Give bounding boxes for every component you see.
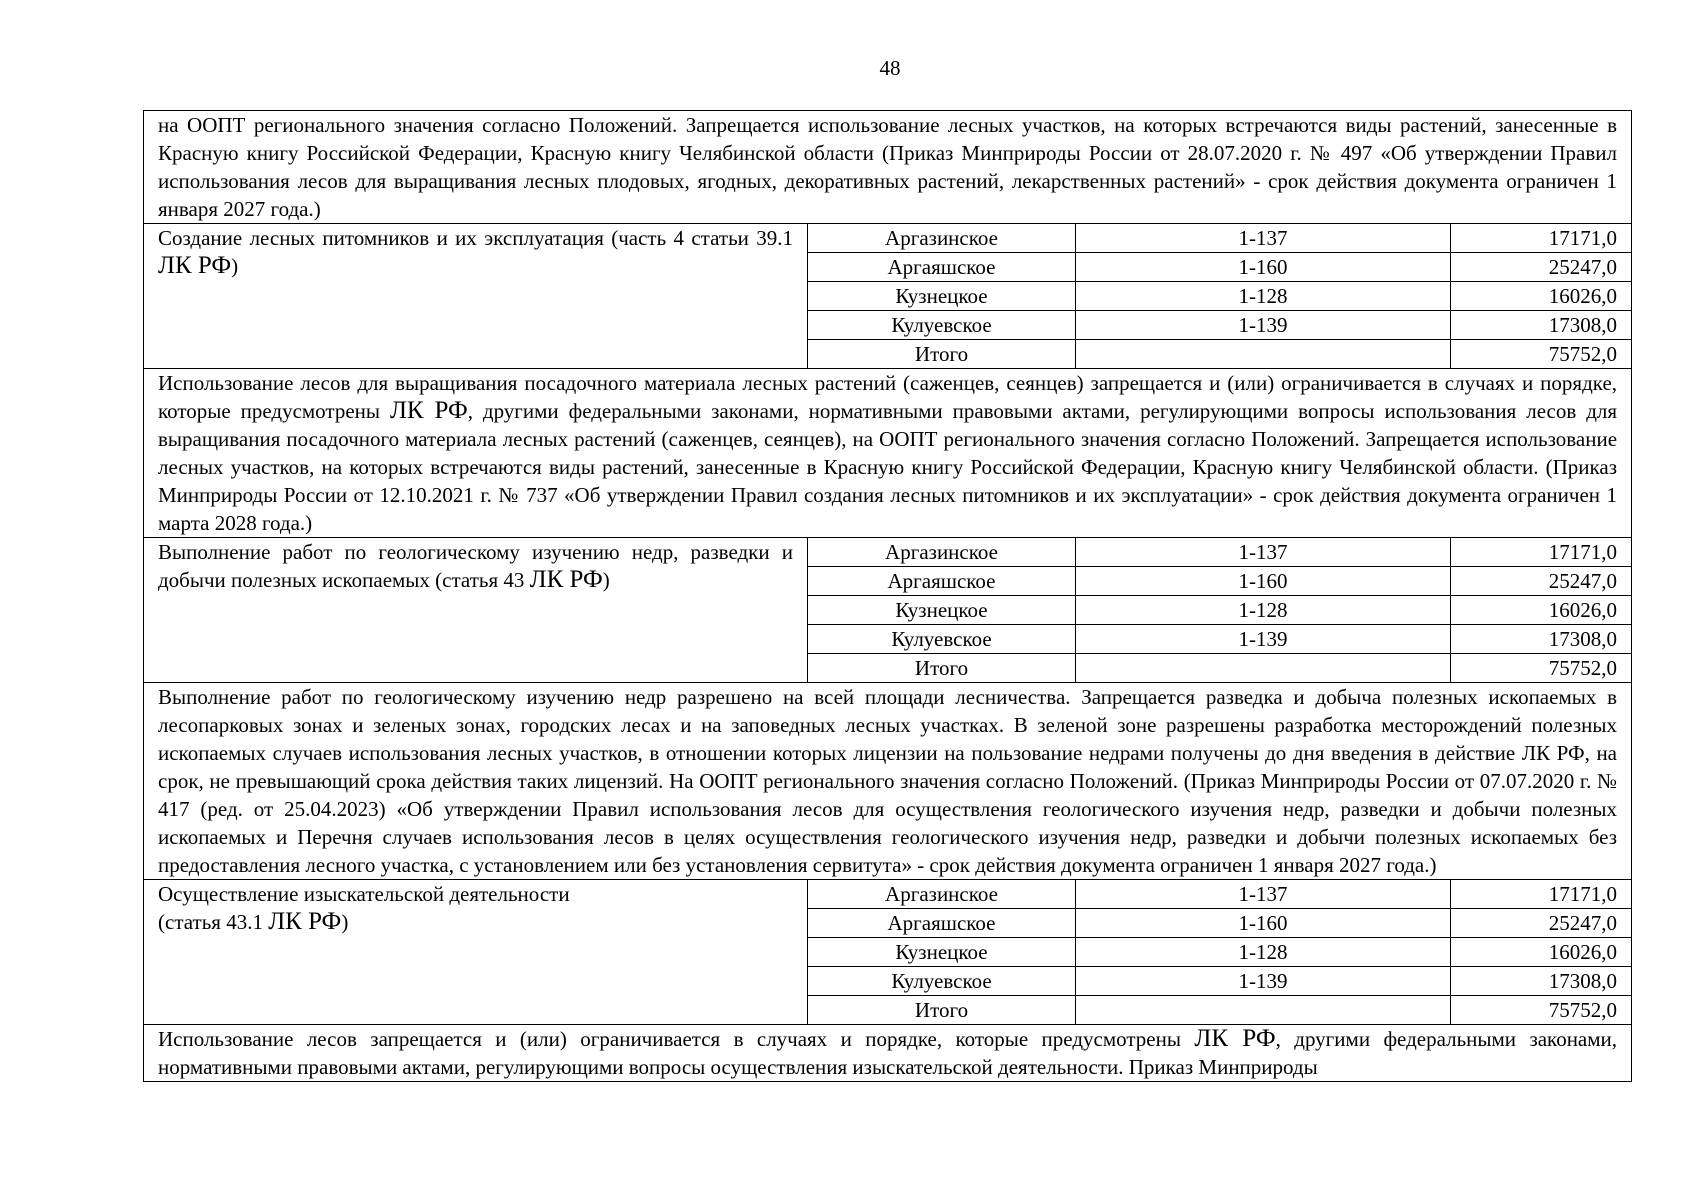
note-text: на ООПТ регионального значения согласно Положений. Запрещается использование лесных участков, на которых встречаются виды растений, занесенные в Красную книгу Российской Федерации, Красную книгу Челябинской области (Приказ Минприроды России от 28.07.2020 г. № 497 «Об утверждении Правил использования лесов для выращивания лесных плодовых, ягодных, декоративных растений, лекарственных растений» - срок действия документа ограничен 1 января 2027 года.) [144,111,1632,224]
use-type-text-article: (статья 43.1 [158,910,269,934]
note-text: Выполнение работ по геологическому изучению недр разрешено на всей площади лесничества. Запрещается разведка и добыча полезных ископаемых в лесопарковых зонах и зеленых зонах, городских лесах и на заповедных лесных участках. В зеленой зоне разрешены разработка месторождений полезных ископаемых случаев использования лесных участков, в отношении которых лицензии на пользование недрами получены до дня введения в действие ЛК РФ, на срок, не превышающий срока действия таких лицензий. На ООПТ регионального значения согласно Положений. (Приказ Минприроды России от 07.07.2020 г. № 417 (ред. от 25.04.2023) «Об утверждении Правил использования лесов для осуществления геологического изучения недр, разведки и добычи полезных ископаемых и Перечня случаев использования лесов в целях осуществления геологического изучения недр, разведки и добычи полезных ископаемых без предоставления лесного участка, с установлением или без установления сервитута» - срок действия документа ограничен 1 января 2027 года.) [144,683,1632,880]
table-row [144,224,1632,253]
lk-rf-abbr: ЛК РФ [1194,1025,1276,1052]
total-label: Итого [808,996,1076,1025]
lk-rf-abbr: ЛК РФ [268,908,342,935]
note-text-part: , другими федеральными законами, нормативными правовыми актами, регулирующими вопросы использования лесов для выращивания посадочного материала лесных растений (саженцев, сеянцев), на ООПТ регионального значения согласно Положений. Запрещается использование лесных участков, на которых встречаются виды растений, занесенные в Красную книгу Российской Федерации, Красную книгу Челябинской области. (Приказ Минприроды России от 12.10.2021 г. № 737 «Об утверждении Правил создания лесных питомников и их эксплуатации» - срок действия документа ограничен 1 марта 2028 года.) [158,399,1618,535]
forestry-cell: Кузнецкое [808,282,1076,311]
forest-use-table [143,110,1632,1082]
lk-rf-abbr: ЛК РФ [158,252,232,279]
use-type-text: Выполнение работ по геологическому изучению недр, разведки и добычи полезных ископаемых (статья 43 [158,540,793,592]
quarters-cell: 1-139 [1076,967,1451,996]
use-type-text: Создание лесных питомников и их эксплуатация (часть 4 статьи 39.1 [158,226,793,250]
use-type-text-end: ) [341,910,349,934]
note-text-part: Использование лесов запрещается и (или) ограничивается в случаях и порядке, которые предусмотрены [158,1027,1195,1051]
page-number: 48 [879,56,901,80]
total-label: Итого [808,654,1076,683]
forestry-cell: Аргаяшское [808,253,1076,282]
forestry-cell: Кулуевское [808,311,1076,340]
note-row [144,683,1632,880]
forestry-cell: Кулуевское [808,625,1076,654]
area-cell: 17171,0 [1451,538,1632,567]
quarters-cell: 1-160 [1076,253,1451,282]
area-cell: 17308,0 [1451,311,1632,340]
total-label: Итого [808,340,1076,369]
table-row [144,880,1632,909]
use-type-cell [144,880,808,1025]
forestry-cell: Аргазинское [808,880,1076,909]
forestry-cell: Аргаяшское [808,567,1076,596]
quarters-cell-empty [1076,654,1451,683]
quarters-cell: 1-128 [1076,282,1451,311]
quarters-cell: 1-139 [1076,625,1451,654]
total-area: 75752,0 [1451,340,1632,369]
note-text-part: Использование лесов для выращивания посадочного материала лесных растений (саженцев, сеянцев) запрещается и (или) ограничивается в случаях и порядке, которые предусмотрены [158,371,1618,423]
quarters-cell: 1-139 [1076,311,1451,340]
forestry-cell: Аргаяшское [808,909,1076,938]
use-type-text: Осуществление изыскательской деятельности [158,882,570,906]
forestry-cell: Кулуевское [808,967,1076,996]
quarters-cell: 1-160 [1076,567,1451,596]
area-cell: 17171,0 [1451,224,1632,253]
area-cell: 17308,0 [1451,967,1632,996]
quarters-cell-empty [1076,996,1451,1025]
quarters-cell: 1-128 [1076,938,1451,967]
quarters-cell: 1-160 [1076,909,1451,938]
note-text-part: , другими федеральными законами, нормативными правовыми актами, регулирующими вопросы осуществления изыскательской деятельности. Приказ Минприроды [158,1027,1618,1079]
quarters-cell: 1-137 [1076,224,1451,253]
area-cell: 25247,0 [1451,909,1632,938]
area-cell: 17308,0 [1451,625,1632,654]
area-cell: 17171,0 [1451,880,1632,909]
lk-rf-abbr: ЛК РФ [389,397,468,424]
forestry-cell: Аргазинское [808,224,1076,253]
quarters-cell-empty [1076,340,1451,369]
use-type-text-end: ) [231,254,239,278]
table-row [144,538,1632,567]
note-text [144,369,1632,538]
quarters-cell: 1-137 [1076,538,1451,567]
quarters-cell: 1-137 [1076,880,1451,909]
note-row [144,369,1632,538]
use-type-text-end: ) [602,568,610,592]
total-area: 75752,0 [1451,654,1632,683]
total-area: 75752,0 [1451,996,1632,1025]
area-cell: 16026,0 [1451,282,1632,311]
area-cell: 25247,0 [1451,567,1632,596]
forestry-cell: Аргазинское [808,538,1076,567]
use-type-cell [144,538,808,683]
quarters-cell: 1-128 [1076,596,1451,625]
area-cell: 25247,0 [1451,253,1632,282]
use-type-cell [144,224,808,369]
note-row [144,1025,1632,1082]
area-cell: 16026,0 [1451,596,1632,625]
forestry-cell: Кузнецкое [808,596,1076,625]
area-cell: 16026,0 [1451,938,1632,967]
lk-rf-abbr: ЛК РФ [529,566,603,593]
note-text [144,1025,1632,1082]
forestry-cell: Кузнецкое [808,938,1076,967]
note-row [144,111,1632,224]
